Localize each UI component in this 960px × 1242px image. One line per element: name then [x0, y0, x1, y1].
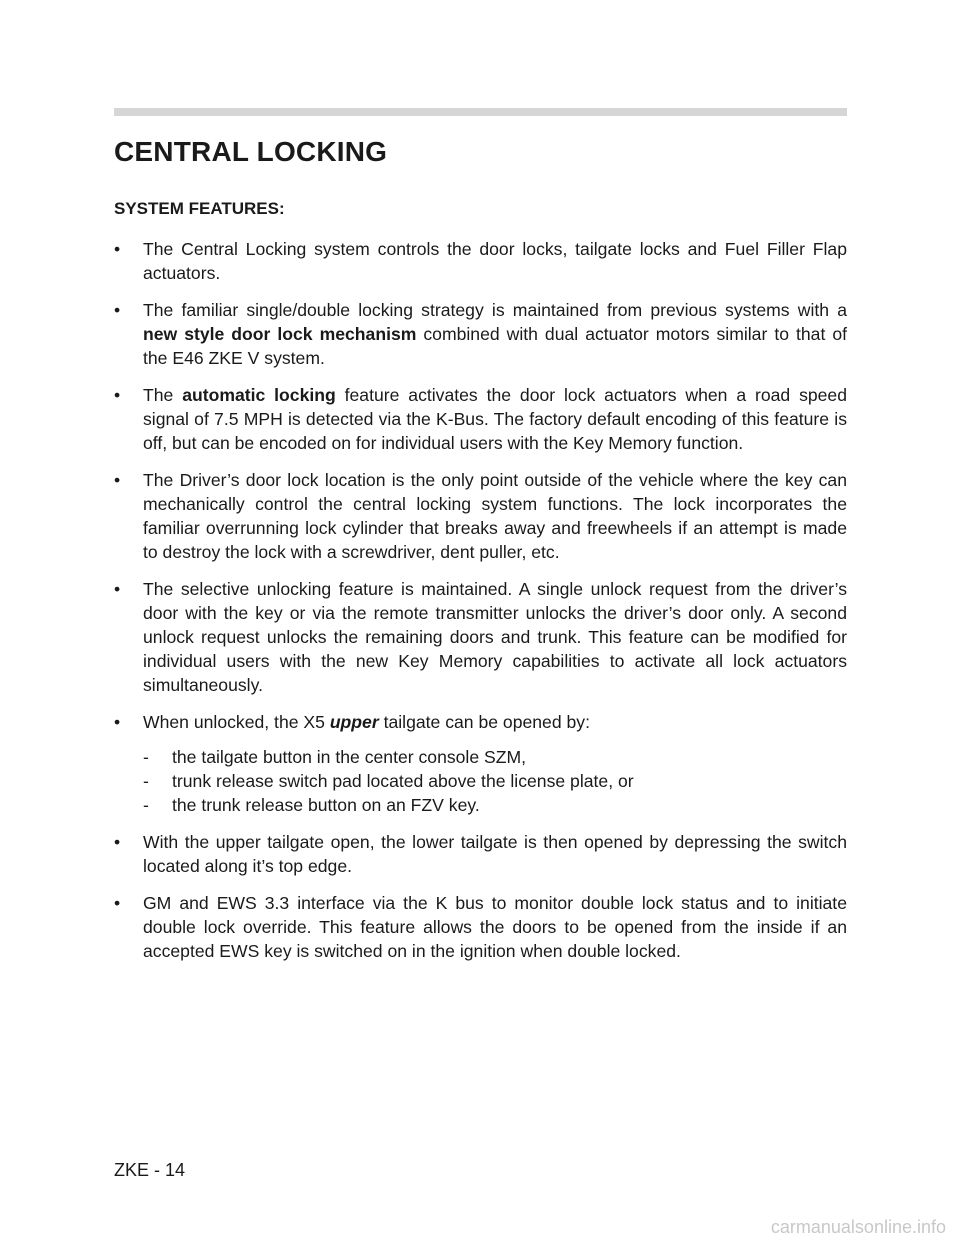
- sub-list-item: [114, 793, 847, 817]
- page-number: ZKE - 14: [114, 1160, 186, 1180]
- bullet-text-emphasis: upper: [329, 712, 379, 732]
- bullet-text-post: tailgate can be opened by:: [378, 712, 590, 732]
- page-title: CENTRAL LOCKING: [114, 136, 388, 167]
- list-item: [114, 237, 847, 285]
- bullet-text: GM and EWS 3.3 interface via the K bus to monitor double lock status and to initiate double lock override. This feature allows the doors to be opened from the inside if an accepted EWS key is switched on in the ignition when double locked.: [143, 893, 847, 961]
- bullet-icon: •: [114, 579, 121, 599]
- list-item: [114, 468, 847, 564]
- bullet-icon: •: [114, 385, 121, 405]
- bullet-text-post: combined with dual actuator motors similar to that of the E46 ZKE V system.: [143, 324, 847, 368]
- bullet-icon: •: [114, 300, 121, 320]
- bullet-icon: •: [114, 239, 121, 259]
- bullet-icon: •: [114, 470, 121, 490]
- bullet-text-pre: The familiar single/double locking strategy is maintained from previous systems with a: [143, 300, 847, 320]
- sub-list-text: the trunk release button on an FZV key.: [172, 795, 480, 815]
- watermark: carmanualsonline.info: [770, 1217, 946, 1237]
- dash-marker: -: [143, 771, 149, 791]
- bullet-icon: •: [114, 893, 121, 913]
- bullet-text: The Driver’s door lock location is the only point outside of the vehicle where the key can mechanically control the central locking system functions. The lock incorporates the familiar overrunning lock cylinder that breaks away and freewheels if an attempt is made to destroy the lock with a screwdriver, dent puller, etc.: [143, 470, 847, 562]
- sub-list-text: the tailgate button in the center console SZM,: [172, 747, 527, 767]
- sub-list-item: [114, 745, 847, 769]
- bullet-text: The selective unlocking feature is maintained. A single unlock request from the driver’s door with the key or via the remote transmitter unlocks the driver’s door only. A second unlock request unlocks the remaining doors and trunk. This feature can be modified for individual users with the new Key Memory capabilities to activate all lock actuators simultaneously.: [143, 579, 847, 695]
- dash-marker: -: [143, 795, 149, 815]
- bullet-icon: •: [114, 712, 121, 732]
- section-heading: SYSTEM FEATURES:: [114, 199, 285, 218]
- sub-list-item: [114, 769, 847, 793]
- top-divider: [114, 108, 847, 116]
- list-item: [114, 830, 847, 878]
- bullet-text: The Central Locking system controls the door locks, tailgate locks and Fuel Filler Flap actuators.: [143, 239, 847, 283]
- bullet-text-pre: The: [143, 385, 183, 405]
- list-item: [114, 298, 847, 370]
- bullet-text-pre: When unlocked, the X5: [143, 712, 330, 732]
- list-item: [114, 577, 847, 697]
- features-list: [114, 237, 847, 976]
- bullet-text-bold: new style door lock mechanism: [143, 324, 417, 344]
- list-item: [114, 891, 847, 963]
- list-item: [114, 710, 847, 734]
- list-item: [114, 383, 847, 455]
- bullet-text: With the upper tailgate open, the lower tailgate is then opened by depressing the switch located along it’s top edge.: [143, 832, 847, 876]
- bullet-text-post: feature activates the door lock actuators when a road speed signal of 7.5 MPH is detected via the K-Bus. The factory default encoding of this feature is off, but can be encoded on for individual users with the Key Memory function.: [143, 385, 848, 453]
- tailgate-options-list: [114, 745, 847, 817]
- dash-marker: -: [143, 747, 149, 767]
- bullet-icon: •: [114, 832, 121, 852]
- sub-list-text: trunk release switch pad located above the license plate, or: [172, 771, 634, 791]
- bullet-text-bold: automatic locking: [182, 385, 336, 405]
